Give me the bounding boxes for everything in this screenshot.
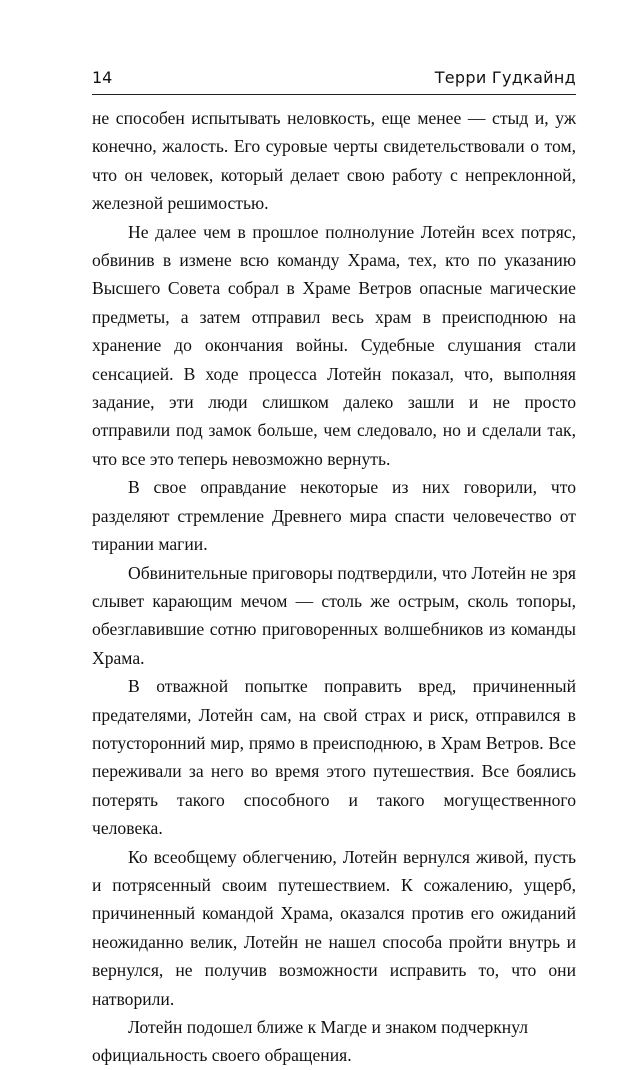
paragraph: Не далее чем в прошлое полнолуние Лотейн всех потряс, обвинив в измене всю команду Храма, тех, кто по указанию Высшего Совета собрал в Храме Ветров опасные магические предметы, а затем отправил весь храм в преисподнюю на хранение до окончания войны. Судебные слушания стали сенсацией. В ходе процесса Лотейн показал, что, выполняя задание, эти люди слишком далеко зашли и не просто отправили под замок больше, чем следовало, но и сделали так, что все это теперь невозможно вернуть. xyxy=(92,221,576,469)
paragraph: Ко всеобщему облегчению, Лотейн вернулся живой, пусть и потрясенный своим путешествием. К сожалению, ущерб, причиненный командой Храма, оказался против его ожиданий неожиданно велик, Лотейн не нашел способа пройти внутрь и вернулся, не получив возможности исправить то, что они натворили. xyxy=(92,846,576,1009)
paragraph: Лотейн подошел ближе к Магде и знаком подчеркнул официальность своего обращения. xyxy=(92,1017,529,1066)
body-text xyxy=(92,104,576,1070)
paragraph: В свое оправдание некоторые из них говорили, что разделяют стремление Древнего мира спасти человечество от тирании магии. xyxy=(92,477,576,555)
paragraph: Обвинительные приговоры подтвердили, что Лотейн не зря слывет карающим мечом — столь же острым, сколь топоры, обезглавившие сотню приговоренных волшебников из команды Храма. xyxy=(92,562,576,668)
page-header xyxy=(92,68,576,95)
page-number: 14 xyxy=(92,68,113,87)
paragraph: В отважной попытке поправить вред, причиненный предателями, Лотейн сам, на свой страх и риск, отправился в потусторонний мир, прямо в преисподнюю, в Храм Ветров. Все переживали за него во время этого путешествия. Все боялись потерять такого способного и такого могущественного человека. xyxy=(92,676,576,839)
paragraph: не способен испытывать неловкость, еще менее — стыд и, уж конечно, жалость. Его суровые черты свидетельствовали о том, что он человек, который делает свою работу с непреклонной, железной решимостью. xyxy=(92,108,576,214)
running-head-author: Терри Гудкайнд xyxy=(434,68,576,87)
